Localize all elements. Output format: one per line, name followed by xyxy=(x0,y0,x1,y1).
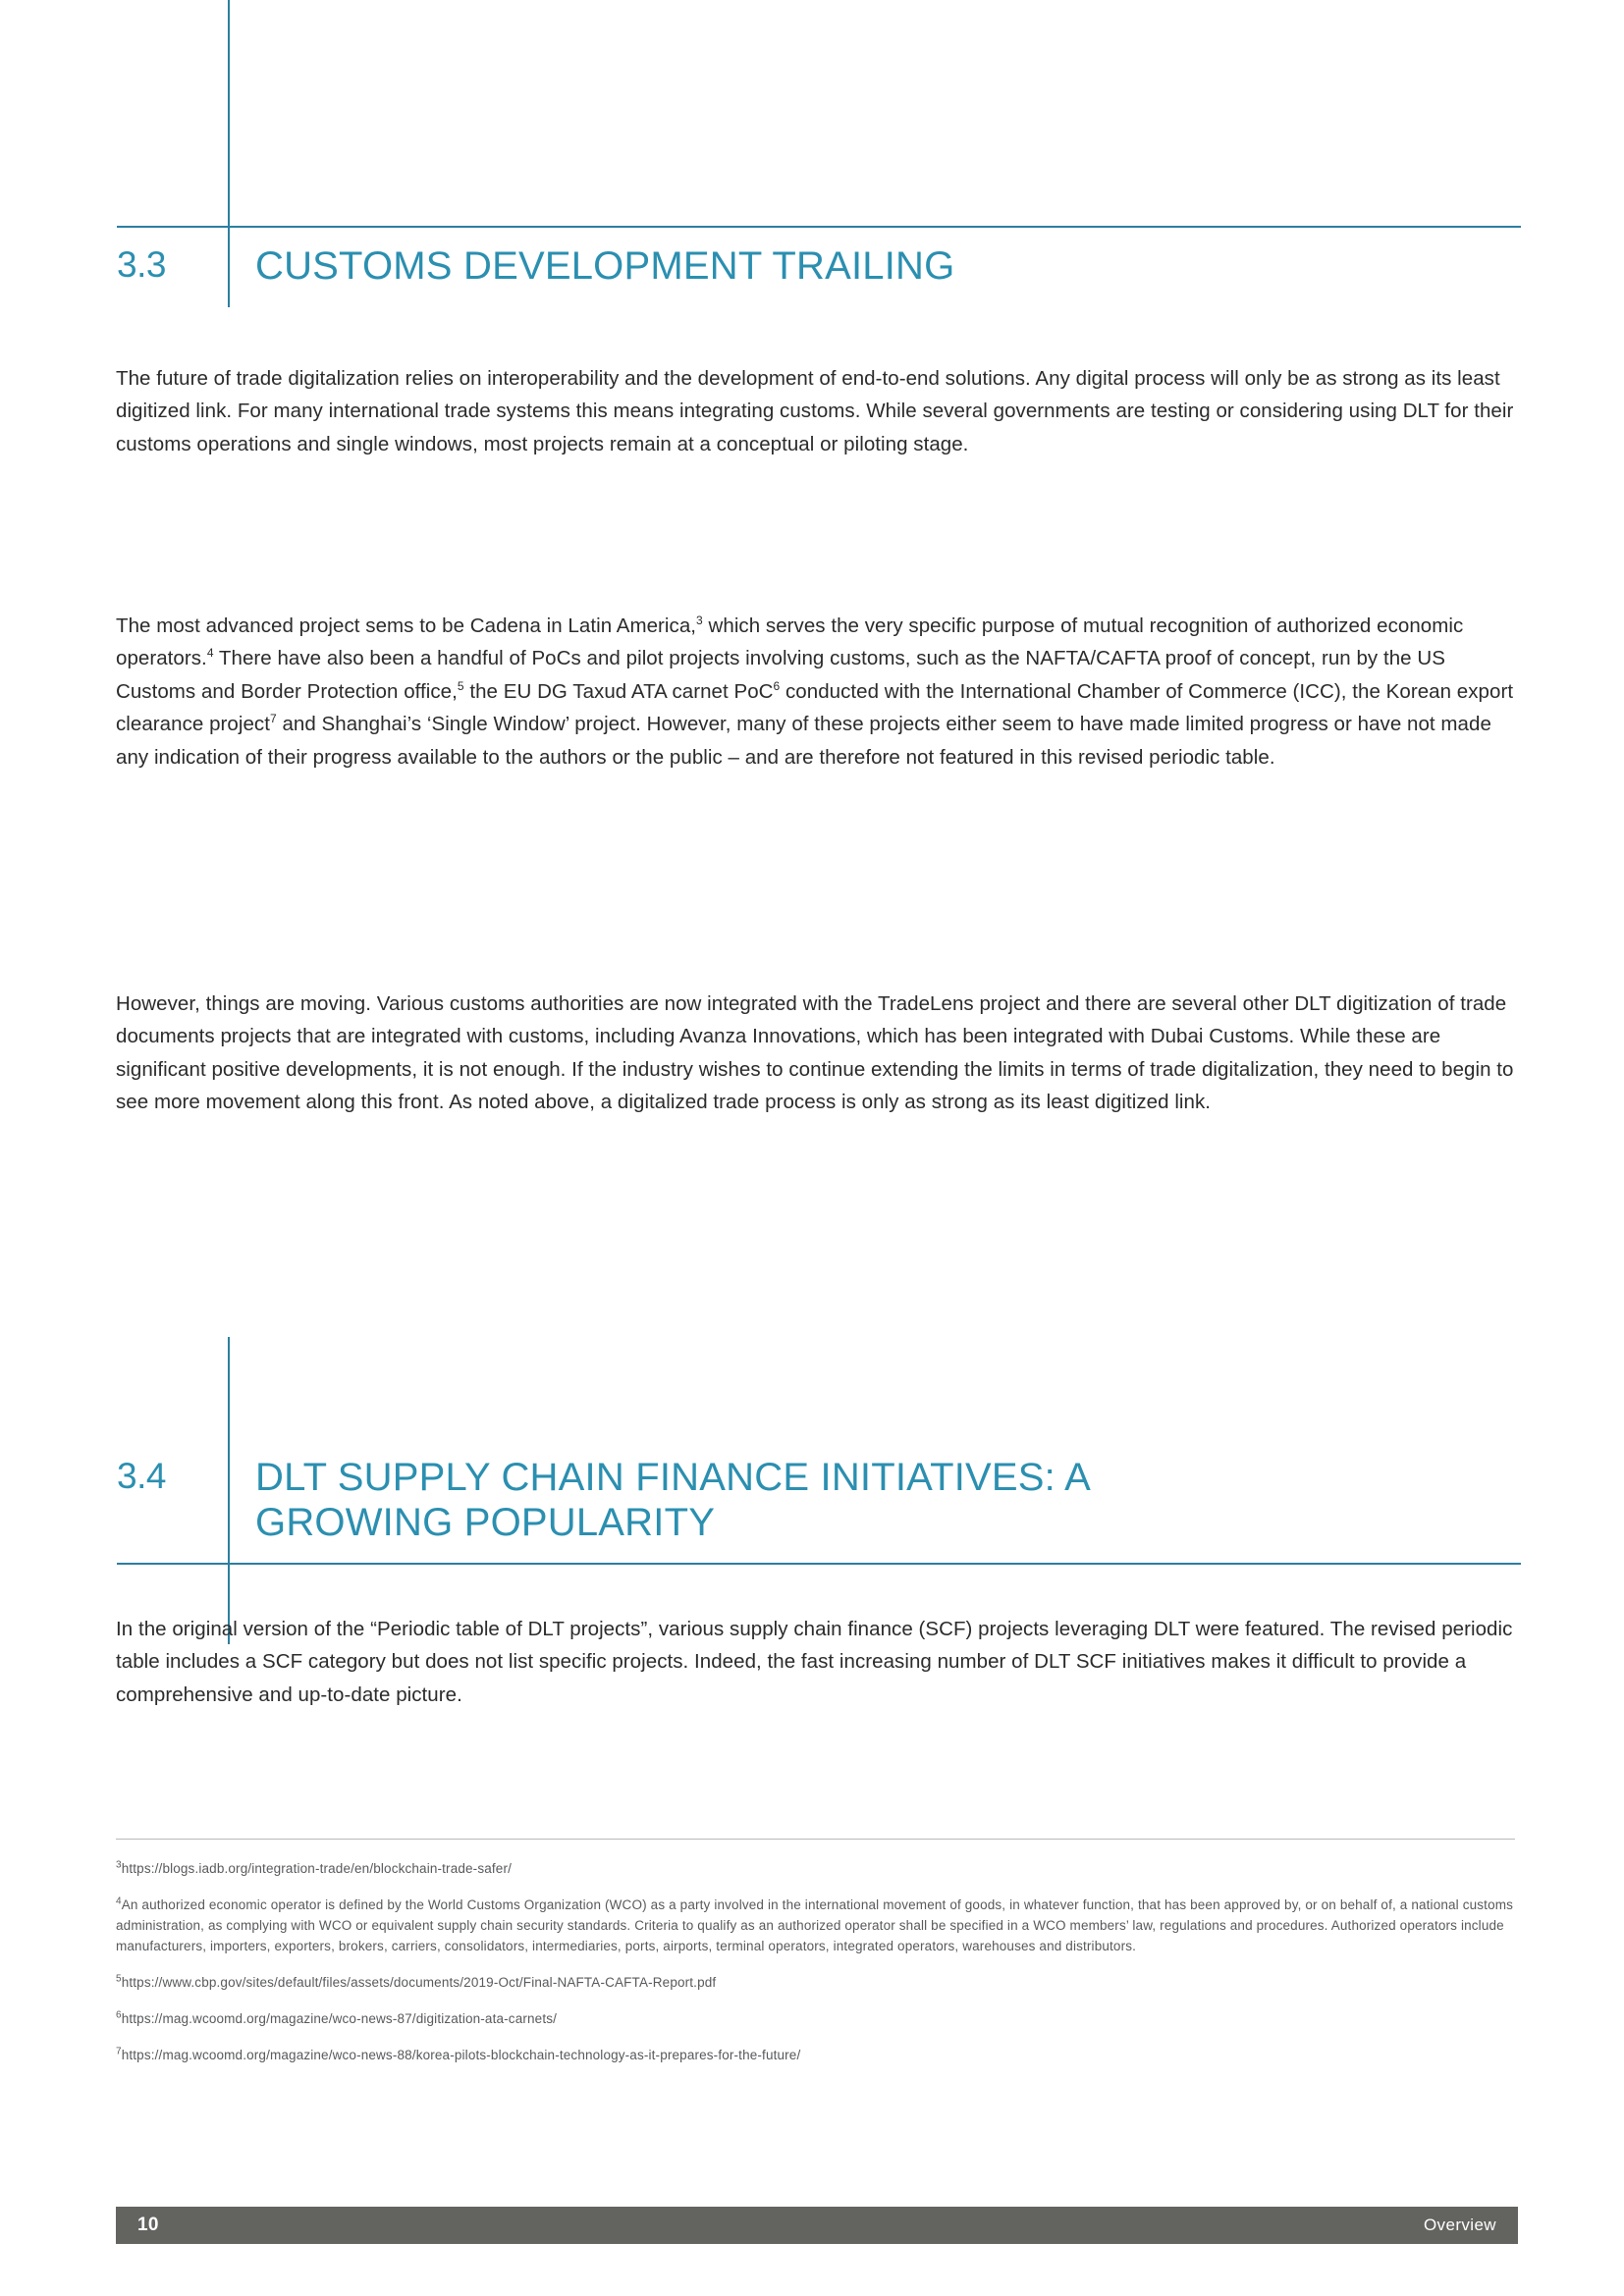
heading-horizontal-rule xyxy=(117,1563,1521,1565)
section-title-line: GROWING POPULARITY xyxy=(255,1501,716,1544)
footnote-number: 6 xyxy=(116,2009,122,2021)
section-title-line: DLT SUPPLY CHAIN FINANCE INITIATIVES: A xyxy=(255,1456,1091,1499)
footnote-text[interactable]: https://mag.wcoomd.org/magazine/wco-news-87/digitization-ata-carnets/ xyxy=(121,2011,558,2026)
footnote-item xyxy=(116,1858,1515,1879)
para2-part-a: The most advanced project sems to be Cadena in Latin America, xyxy=(116,614,697,637)
footer-section-label: Overview xyxy=(1423,2216,1496,2234)
section-number: 3.4 xyxy=(117,1456,166,1496)
footnote-separator-rule xyxy=(116,1839,1515,1840)
footnote-marker-7[interactable]: 7 xyxy=(269,712,277,726)
paragraph-scf: In the original version of the “Periodic table of DLT projects”, various supply chain finance (SCF) projects leveraging DLT were featured. The revised periodic table includes a SCF category but does not list specific projects. Indeed, the fast increasing number of DLT SCF initiatives makes it difficult to provide a comprehensive and up-to-date picture. xyxy=(116,1617,1513,1706)
footnote-text[interactable]: https://www.cbp.gov/sites/default/files/assets/documents/2019-Oct/Final-NAFTA-CAFTA-Report.pdf xyxy=(121,1975,717,1990)
footnote-marker-4[interactable]: 4 xyxy=(206,646,214,661)
footnote-text: An authorized economic operator is defined by the World Customs Organization (WCO) as a party involved in the international movement of goods, in whatever function, that has been approved by, or on behalf of, a national customs administration, as complying with WCO or equivalent supply chain security standards. Criteria to qualify as an authorized operator shall be specified in a WCO members’ law, regulations and procedures. Authorized operators include manufacturers, importers, exporters, brokers, carriers, consolidators, intermediaries, ports, airports, terminal operators, integrated operators, warehouses and distributors. xyxy=(116,1897,1514,1953)
para2-part-b: which serves the very specific purpose of mutual recognition of authorized economic operators. xyxy=(116,614,1464,670)
paragraph-things-moving: However, things are moving. Various customs authorities are now integrated with the TradeLens project and there are several other DLT digitization of trade documents projects that are integrated with customs, including Avanza Innovations, which has been integrated with Dubai Customs. While these are significant positive developments, it is not enough. If the industry wishes to continue extending the limits in terms of trade digitalization, they need to begin to see more movement along this front. As noted above, a digitalized trade process is only as strong as its least digitized link. xyxy=(116,991,1514,1114)
footnote-list xyxy=(116,1858,1515,2065)
para2-part-e: conducted with the International Chamber of Commerce (ICC), the Korean export clearance project xyxy=(116,679,1514,736)
page-number: 10 xyxy=(137,2215,159,2235)
footnote-number: 7 xyxy=(116,2046,122,2057)
footnote-item xyxy=(116,2045,1515,2065)
paragraph-advanced-projects xyxy=(116,610,1515,774)
para2-part-d: the EU DG Taxud ATA carnet PoC xyxy=(463,679,774,703)
para2-part-f: and Shanghai’s ‘Single Window’ project. However, many of these projects either seem to have made limited progress or have not made any indication of their progress available to the authors or the public – and are therefore not featured in this revised periodic table. xyxy=(116,713,1491,769)
footnote-marker-3[interactable]: 3 xyxy=(696,613,703,627)
section-heading-3-4 xyxy=(117,1455,1521,1545)
footnote-text[interactable]: https://mag.wcoomd.org/magazine/wco-news-88/korea-pilots-blockchain-technology-as-it-prepares-for-the-future/ xyxy=(121,2048,801,2062)
paragraph-intro: The future of trade digitalization relies on interoperability and the development of end-to-end solutions. Any digital process will only be as strong as its least digitized link. For many international trade systems this means integrating customs. While several governments are testing or considering using DLT for their customs operations and single windows, most projects remain at a conceptual or piloting stage. xyxy=(116,366,1514,455)
footnote-number: 5 xyxy=(116,1973,122,1985)
section-number: 3.3 xyxy=(117,244,166,285)
footnote-text[interactable]: https://blogs.iadb.org/integration-trade/en/blockchain-trade-safer/ xyxy=(121,1861,512,1876)
section-heading-3-3 xyxy=(117,243,1521,289)
footnote-number: 4 xyxy=(116,1896,122,1907)
section-title-line: CUSTOMS DEVELOPMENT TRAILING xyxy=(255,244,955,288)
section-title xyxy=(228,1455,1521,1545)
heading-horizontal-rule xyxy=(117,226,1521,228)
footnote-marker-6[interactable]: 6 xyxy=(773,678,781,693)
footnote-item xyxy=(116,2008,1515,2029)
para2-part-c: There have also been a handful of PoCs and pilot projects involving customs, such as the NAFTA/CAFTA proof of concept, run by the US Customs and Border Protection office, xyxy=(116,647,1445,703)
page-footer xyxy=(116,2207,1518,2244)
footnote-item xyxy=(116,1895,1515,1956)
footnote-item xyxy=(116,1972,1515,1993)
section-title xyxy=(228,243,1521,289)
footnote-marker-5[interactable]: 5 xyxy=(457,678,464,693)
footnote-number: 3 xyxy=(116,1859,122,1871)
